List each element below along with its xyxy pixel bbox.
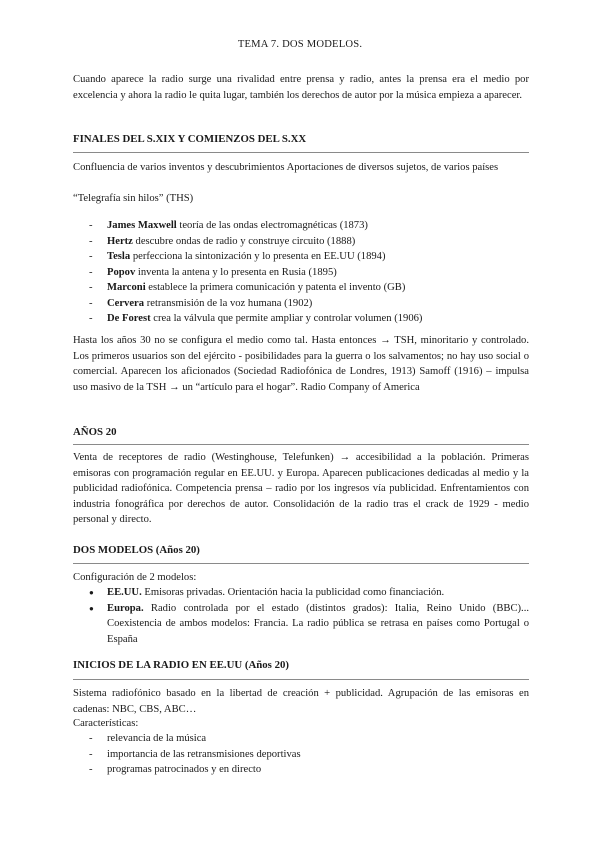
sistema-paragraph: Sistema radiofónico basado en la libertad de creación + publicidad. Agrupación de las emisoras en cadenas: NBC, CBS, ABC… — [73, 688, 529, 715]
list-item — [73, 601, 529, 648]
inventors-list — [73, 218, 529, 327]
section-heading-anos20: AÑOS 20 — [73, 426, 117, 438]
list-item — [73, 218, 529, 234]
document-title: TEMA 7. DOS MODELOS. — [237, 39, 363, 50]
model-name: EE.UU. — [107, 587, 142, 598]
inventor-name: James Maxwell — [107, 220, 177, 231]
list-item: - programas patrocinados y en directo — [73, 762, 529, 778]
inventor-desc: establece la primera comunicación y patenta el invento (GB) — [145, 282, 406, 293]
list-item — [73, 234, 529, 250]
anos20-paragraph: Venta de receptores de radio (Westinghouse, Telefunken) → accesibilidad a la población. Primeras emisoras con programación regular en EE.UU. y Europa. Aparecen publicaciones dedicadas al medio y la publicidad radiofónica. Competencia prensa – radio por los ingresos vía publicidad. Enfrentamientos con industria fonográfica por derechos de autor. Consolidación de la radio tras el crack de 1929 - medio personal y directo. — [73, 452, 529, 525]
list-item — [73, 280, 529, 296]
inventor-desc: inventa la antena y lo presenta en Rusia (1895) — [135, 266, 337, 278]
inventor-name: Popov — [107, 266, 136, 278]
inventor-name: Hertz — [107, 235, 133, 247]
confluencia-line: Confluencia de varios inventos y descubrimientos Aportaciones de diversos sujetos, de varios países — [73, 162, 499, 173]
model-desc: Radio controlada por el estado (distintos grados): Italia, Reino Unido (BBC)... Coexistencia de ambos modelos: Francia. La radio pública se retrasa en países como Portugal o España — [107, 602, 529, 645]
model-desc: Emisoras privadas. Orientación hacia la publicidad como financiación. — [141, 587, 445, 598]
section-divider — [73, 444, 529, 445]
list-item — [73, 311, 529, 327]
inventor-name: Tesla — [107, 251, 131, 262]
models-list — [73, 585, 529, 647]
section-heading-finales: FINALES DEL S.XIX Y COMIENZOS DEL S.XX — [73, 133, 307, 145]
ths-quote: “Telegrafía sin hilos” (THS) — [73, 193, 194, 204]
inventor-desc: retransmisión de la voz humana (1902) — [144, 297, 313, 309]
intro-paragraph: Cuando aparece la radio surge una rivalidad entre prensa y radio, antes la prensa era el medio por excelencia y ahora la radio le quita lugar, también los derechos de autor por la música empieza a aparecer. — [73, 74, 529, 101]
hasta-paragraph: Hasta los años 30 no se configura el medio como tal. Hasta entonces → TSH, minoritario y controlado. Los primeros usuarios son del ejército - posibilidades para la guerra o los salvamentos; no hay uso social o comercial. Aparecen los aficionados (Sociedad Radiofónica de Londres, 1913) Samoff (1916) – impulsa uso masivo de la TSH → un “artículo para el hogar”. Radio Company of America — [73, 335, 529, 393]
list-item — [73, 296, 529, 312]
list-item: - importancia de las retransmisiones deportivas — [73, 747, 529, 763]
inventor-desc: descubre ondas de radio y construye circuito (1888) — [132, 235, 356, 247]
list-item: - relevancia de la música — [73, 731, 529, 747]
inventor-desc: crea la válvula que permite ampliar y controlar volumen (1906) — [150, 313, 423, 324]
section-heading-inicios-eeuu: INICIOS DE LA RADIO EN EE.UU (Años 20) — [73, 659, 289, 671]
section-divider — [73, 152, 529, 153]
caracteristicas-label: Características: — [73, 718, 139, 729]
list-item — [73, 265, 529, 281]
inventor-name: Marconi — [107, 282, 146, 293]
section-heading-dos-modelos: DOS MODELOS (Años 20) — [73, 544, 200, 556]
inventor-desc: perfecciona la sintonización y lo presenta en EE.UU (1894) — [130, 251, 386, 262]
inventor-name: De Forest — [107, 313, 151, 324]
section-divider — [73, 563, 529, 564]
list-item — [73, 249, 529, 265]
inventor-name: Cervera — [107, 297, 145, 309]
model-name: Europa. — [107, 602, 144, 614]
caracteristicas-list — [73, 731, 529, 778]
configuracion-line: Configuración de 2 modelos: — [73, 572, 197, 583]
section-divider — [73, 679, 529, 680]
list-item — [73, 585, 529, 601]
inventor-desc: teoría de las ondas electromagnéticas (1873) — [176, 220, 368, 231]
